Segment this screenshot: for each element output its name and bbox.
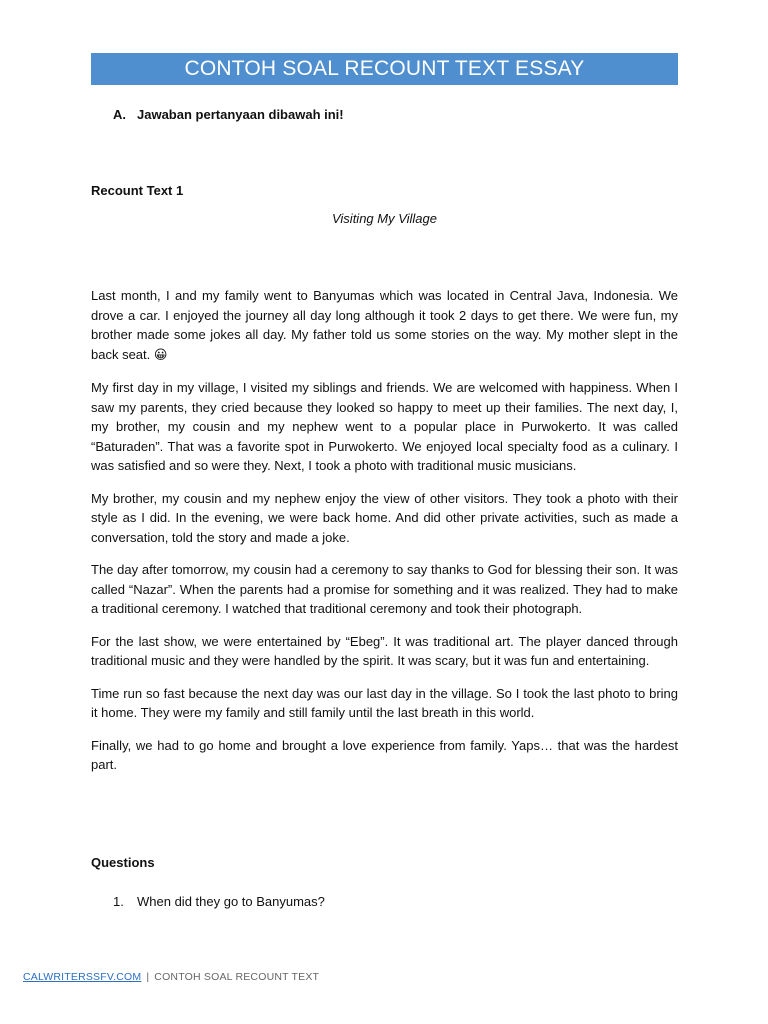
instruction-text: Jawaban pertanyaan dibawah ini! [137, 107, 344, 122]
section-label: Recount Text 1 [91, 183, 184, 198]
story-body [91, 286, 678, 788]
question-number: 1. [113, 894, 124, 909]
paragraph: Finally, we had to go home and brought a love experience from family. Yaps… that was the hardest part. [91, 737, 678, 772]
questions-heading: Questions [91, 855, 155, 870]
grinning-face-icon: 😀 [153, 347, 168, 363]
paragraph: The day after tomorrow, my cousin had a ceremony to say thanks to God for blessing their son. It was called “Nazar”. When the parents had a promise for something and it was realized. They had to make a traditional ceremony. I watched that traditional ceremony and took their photograph. [91, 562, 678, 616]
paragraph: Time run so fast because the next day was our last day in the village. So I took the last photo to bring it home. They were my family and still family until the last breath in this world. [91, 685, 678, 720]
paragraph: For the last show, we were entertained by “Ebeg”. It was traditional art. The player danced through traditional music and they were handled by the spirit. It was scary, but it was fun and entertaining. [91, 633, 678, 668]
paragraph-text: Last month, I and my family went to Banyumas which was located in Central Java, Indonesia. We drove a car. I enjoyed the journey all day long although it took 2 days to get there. We were fun, my brother made some jokes all day. My father told us some stories on the way. My mother slept in the back seat. [91, 288, 678, 362]
story-title: Visiting My Village [331, 211, 437, 226]
paragraph: My brother, my cousin and my nephew enjoy the view of other visitors. They took a photo with their style as I did. In the evening, we were back home. And did other private activities, such as made a conversation, told the story and made a joke. [91, 490, 678, 545]
question-text: When did they go to Banyumas? [137, 894, 325, 909]
document-title: CONTOH SOAL RECOUNT TEXT ESSAY [91, 53, 678, 85]
footer-separator: | [146, 971, 150, 983]
instruction-marker: A. [113, 107, 126, 122]
page-footer [23, 969, 319, 985]
paragraph: My first day in my village, I visited my siblings and friends. We are welcomed with happiness. When I saw my parents, they cried because they looked so happy to meet up their families. The next day, I, my brother, my cousin and my nephew went to a popular place in Purwokerto. It was called “Baturaden”. That was a favorite spot in Purwokerto. We enjoyed local specialty food as a culinary. I was satisfied and so were they. Next, I took a photo with traditional music musicians. [91, 380, 678, 473]
paragraph [91, 286, 678, 365]
footer-site-link[interactable]: CALWRITERSSFV.COM [23, 971, 142, 983]
instruction [113, 106, 344, 124]
question-item [113, 893, 325, 911]
footer-caption: CONTOH SOAL RECOUNT TEXT [154, 971, 320, 983]
